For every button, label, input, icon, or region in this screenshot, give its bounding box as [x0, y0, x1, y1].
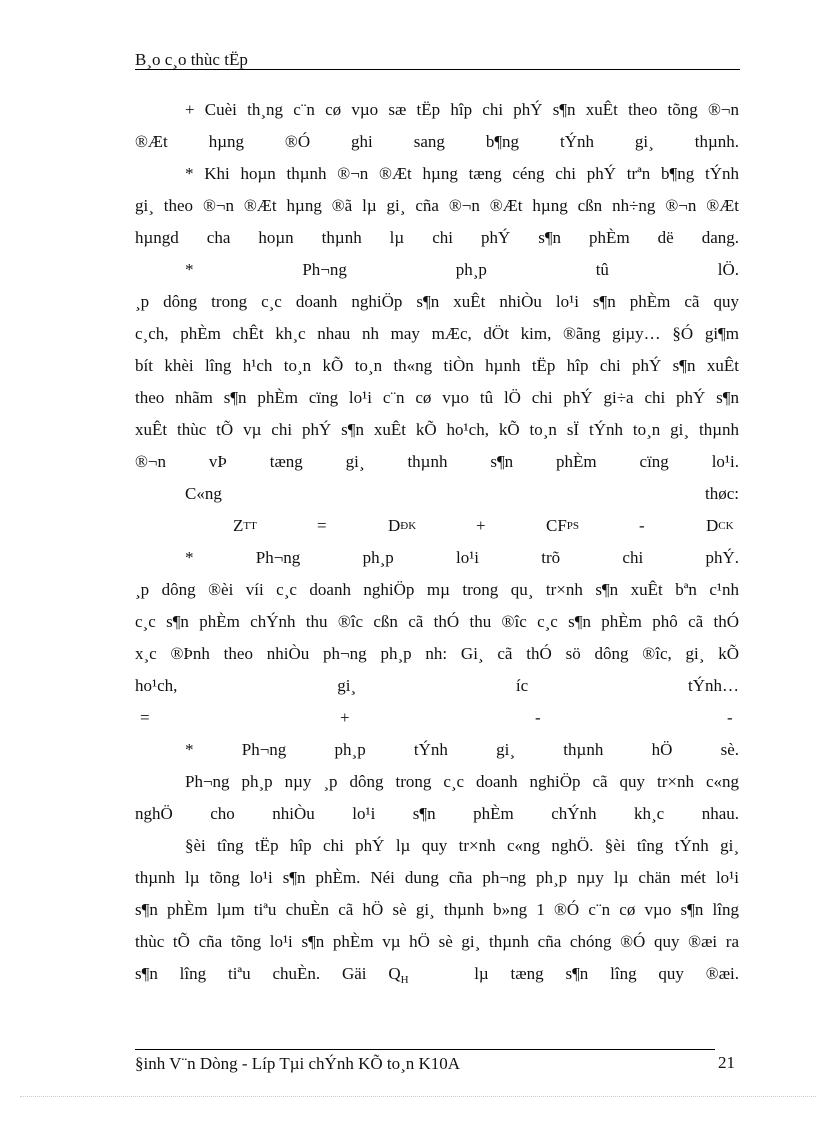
text-segment: s¶n lîng tiªu chuÈn. Gäi Q — [135, 964, 401, 983]
header-rule — [135, 69, 740, 70]
text-line: §èi tîng tËp hîp chi phÝ lµ quy tr×nh c«ng nghÖ. §èi tîng tÝnh gi¸ — [185, 836, 739, 855]
text-line: bít khèi lîng h¹ch to¸n kÕ to¸n th«ng tiÒn hµnh tËp hîp chi phÝ s¶n xuÊt — [135, 356, 739, 375]
text-line: theo nhãm s¶n phÈm cïng lo¹i c¨n cø vµo tû lÖ chi phÝ gi÷a chi phÝ s¶n — [135, 388, 739, 407]
text-line: thùc tÕ cña tõng lo¹i s¶n phÈm vµ hÖ sè gi¸ thµnh cña chóng ®Ó quy ®æi ra — [135, 932, 739, 951]
formula-d-end: D CK — [706, 516, 734, 535]
equation-row — [135, 702, 739, 734]
text-line: ¸p dông trong c¸c doanh nghiÖp s¶n xuÊt nhiÒu lo¹i s¶n phÈm cã quy — [135, 292, 739, 311]
text-line: hµngd cha hoµn thµnh lµ chi phÝ s¶n phÈm dë dang. — [135, 228, 739, 247]
plus-symbol: + — [340, 708, 350, 727]
text-line: c¸ch, phÈm chÊt kh¸c nhau nh may mÆc, dÖt kim, ®ãng giµy… §Ó gi¶m — [135, 324, 739, 343]
text-line: + Cuèi th¸ng c¨n cø vµo sæ tËp hîp chi phÝ s¶n xuÊt theo tõng ®¬n — [185, 100, 739, 119]
text-line: Ph¬ng ph¸p nµy ¸p dông trong c¸c doanh nghiÖp cã quy tr×nh c«ng — [185, 772, 739, 791]
text-line: * Ph¬ng ph¸p tÝnh gi¸ thµnh hÖ sè. — [185, 740, 739, 759]
formula-eq: = — [317, 516, 327, 535]
text-line: x¸c ®Þnh theo nhiÒu ph¬ng ph¸p nh: Gi¸ cã thÓ sö dông ®îc, gi¸ kÕ — [135, 644, 739, 663]
text-line: xuÊt thùc tÕ vµ chi phÝ s¶n xuÊt kÕ ho¹ch, kÕ to¸n sÏ tÝnh to¸n gi¸ thµnh — [135, 420, 739, 439]
page-header: B¸o c¸o thùc tËp — [135, 50, 248, 69]
text-line: C«ng thøc: — [185, 484, 739, 503]
text-line — [135, 958, 739, 990]
formula-cf: CF PS — [546, 516, 580, 535]
text-segment: lµ tæng s¶n lîng quy ®æi. — [474, 964, 740, 983]
page-edge-dotted — [20, 1096, 816, 1097]
text-line: thµnh lµ tõng lo¹i s¶n phÈm. Néi dung cña ph¬ng ph¸p nµy lµ chän mét lo¹i — [135, 868, 739, 887]
minus-symbol: - — [727, 708, 733, 727]
text-line: nghÖ cho nhiÒu lo¹i s¶n phÈm chÝnh kh¸c nhau. — [135, 804, 739, 823]
eq-symbol: = — [140, 708, 150, 727]
footer-rule — [135, 1049, 715, 1050]
text-line: ¸p dông ®èi víi c¸c doanh nghiÖp mµ trong qu¸ tr×nh s¶n xuÊt bªn c¹nh — [135, 580, 739, 599]
text-line: c¸c s¶n phÈm chÝnh thu ®îc cßn cã thÓ thu ®îc c¸c s¶n phÈm phô cã thÓ — [135, 612, 739, 631]
formula-minus: - — [639, 516, 645, 535]
minus-symbol: - — [535, 708, 541, 727]
text-line: * Ph¬ng ph¸p tû lÖ. — [185, 260, 739, 279]
formula-d-start: D ĐK — [388, 516, 417, 535]
page-number: 21 — [718, 1053, 735, 1072]
formula-row — [135, 510, 739, 542]
text-line: s¶n phÈm lµm tiªu chuÈn cã hÖ sè gi¸ thµnh b»ng 1 ®Ó c¨n cø vµo s¶n lîng — [135, 900, 739, 919]
text-line: * Ph¬ng ph¸p lo¹i trõ chi phÝ. — [185, 548, 739, 567]
formula-z: Z TT — [233, 516, 257, 535]
text-line: ®¬n vÞ tæng gi¸ thµnh s¶n phÈm cïng lo¹i. — [135, 452, 739, 471]
text-line: ®Æt hµng ®Ó ghi sang b¶ng tÝnh gi¸ thµnh. — [135, 132, 739, 151]
text-line: gi¸ theo ®¬n ®Æt hµng ®ã lµ gi¸ cña ®¬n ®Æt hµng cßn nh÷ng ®¬n ®Æt — [135, 196, 739, 215]
qh-subscript: H — [400, 974, 409, 986]
text-line: * Khi hoµn thµnh ®¬n ®Æt hµng tæng céng chi phÝ trªn b¶ng tÝnh — [185, 164, 739, 183]
formula-plus: + — [476, 516, 486, 535]
text-line: ho¹ch, gi¸ íc tÝnh… — [135, 676, 739, 695]
body-text — [135, 94, 739, 990]
page-footer: §inh V¨n Dòng - Líp Tµi chÝnh KÕ to¸n K10A — [135, 1054, 461, 1073]
